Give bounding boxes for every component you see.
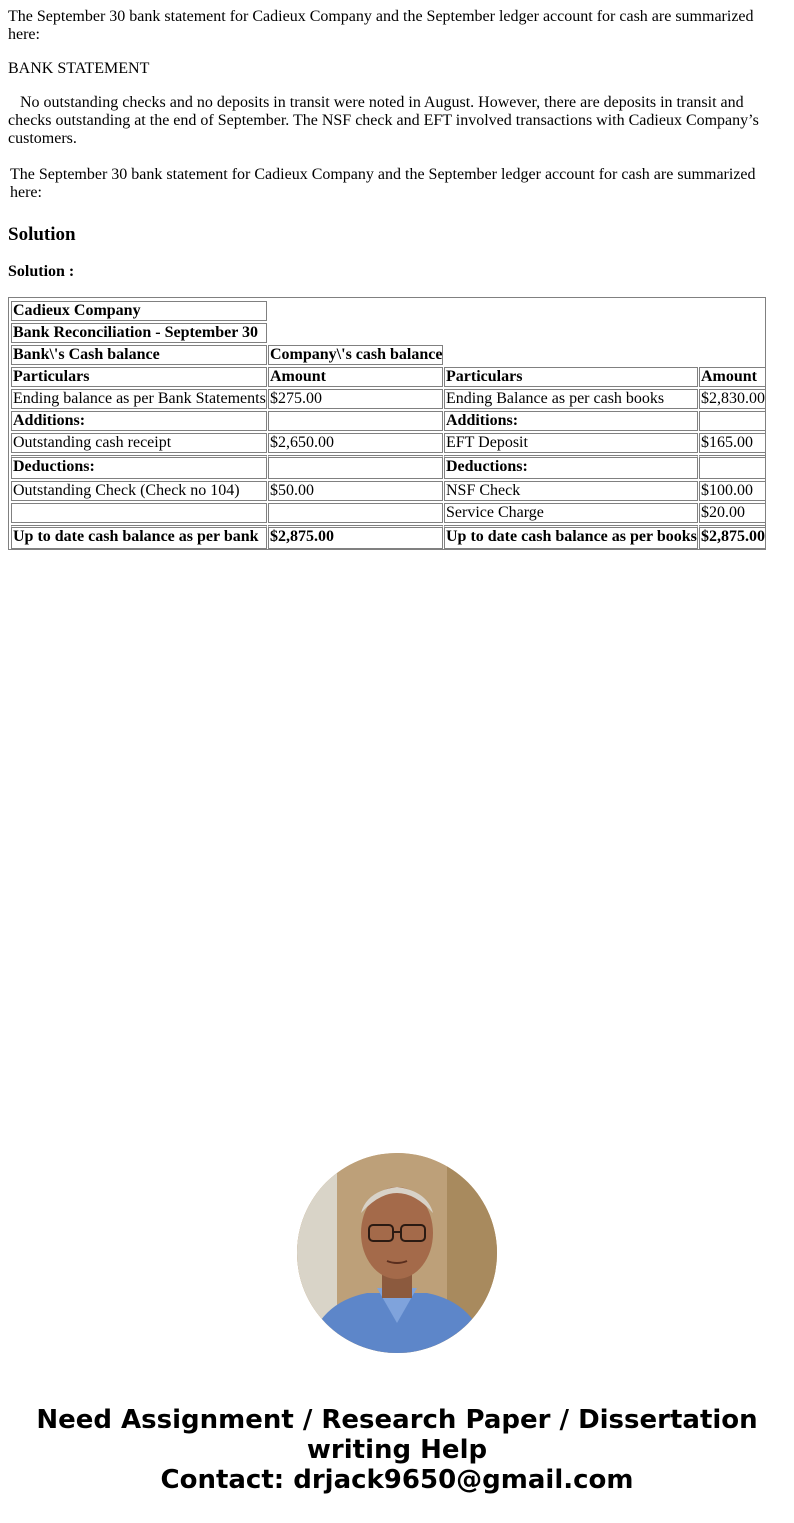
company-name-cell: Cadieux Company	[11, 301, 267, 321]
book-deduction1-label: NSF Check	[444, 481, 698, 501]
bank-deduction-amount: $50.00	[268, 481, 443, 501]
solution-heading: Solution	[8, 224, 76, 245]
book-total-amount: $2,875.00	[699, 525, 766, 549]
note-paragraph: No outstanding checks and no deposits in transit were noted in August. However, there are deposits in transit and checks outstanding at the end of September. The NSF check and EFT involved transactions with Cadieux Company’s customers.	[8, 94, 759, 147]
promo-line-1: Need Assignment / Research Paper / Dissertation	[36, 1405, 758, 1435]
promo-banner	[0, 1405, 794, 1495]
empty-cell	[699, 411, 766, 431]
book-deduction2-label: Service Charge	[444, 503, 698, 523]
book-addition-label: EFT Deposit	[444, 433, 698, 453]
reconciliation-table	[8, 297, 766, 550]
bank-additions-label: Additions:	[11, 411, 267, 431]
solution-subheading: Solution :	[8, 263, 75, 280]
bank-deductions-label: Deductions:	[11, 455, 267, 479]
bank-ending-amount: $275.00	[268, 389, 443, 409]
book-total-label: Up to date cash balance as per books	[444, 525, 698, 549]
book-deduction1-amount: $100.00	[699, 481, 766, 501]
promo-contact: Contact: drjack9650@gmail.com	[160, 1465, 634, 1495]
company-side-header: Company\'s cash balance	[270, 346, 443, 363]
book-addition-amount: $165.00	[699, 433, 766, 453]
bank-statement-heading: BANK STATEMENT	[8, 60, 150, 77]
intro-paragraph: The September 30 bank statement for Cadieux Company and the September ledger account for cash are summarized here:	[8, 8, 754, 43]
empty-cell	[268, 503, 443, 523]
book-additions-label: Additions:	[444, 411, 698, 431]
book-deduction2-amount: $20.00	[699, 503, 766, 523]
bank-amount-header: Amount	[268, 367, 443, 387]
book-deductions-label: Deductions:	[444, 455, 698, 479]
bank-total-label: Up to date cash balance as per bank	[11, 525, 267, 549]
bank-addition-amount: $2,650.00	[268, 433, 443, 453]
empty-cell	[268, 455, 443, 479]
recon-title-cell: Bank Reconciliation - September 30	[11, 323, 267, 343]
empty-cell	[268, 411, 443, 431]
empty-cell	[699, 455, 766, 479]
bank-particulars-header: Particulars	[11, 367, 267, 387]
promo-line-2: writing Help	[306, 1435, 488, 1465]
bank-addition-label: Outstanding cash receipt	[11, 433, 267, 453]
tutor-photo	[297, 1153, 497, 1353]
book-amount-header: Amount	[699, 367, 766, 387]
bank-deduction-label: Outstanding Check (Check no 104)	[11, 481, 267, 501]
book-ending-amount: $2,830.00	[701, 390, 765, 407]
book-ending-label: Ending Balance as per cash books	[444, 389, 698, 409]
avatar	[297, 1153, 497, 1353]
empty-cell	[11, 503, 267, 523]
book-particulars-header: Particulars	[444, 367, 698, 387]
bank-ending-label: Ending balance as per Bank Statements	[13, 390, 266, 407]
bank-total-amount: $2,875.00	[268, 525, 443, 549]
intro-repeat-paragraph: The September 30 bank statement for Cadieux Company and the September ledger account for cash are summarized here:	[10, 166, 756, 201]
bank-side-header: Bank\'s Cash balance	[11, 345, 267, 365]
